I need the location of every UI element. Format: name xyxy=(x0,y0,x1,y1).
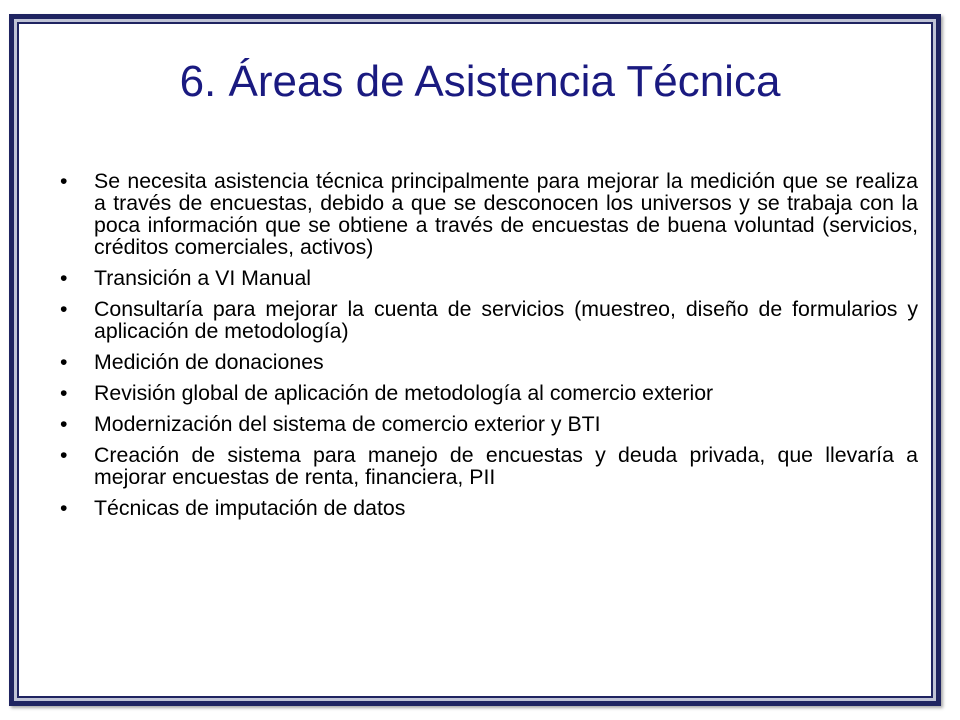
bullet-text: Medición de donaciones xyxy=(94,350,324,374)
bullet-item xyxy=(60,413,918,435)
bullet-item xyxy=(60,382,918,404)
bullet-list xyxy=(60,170,918,528)
bullet-item xyxy=(60,170,918,258)
bullet-item xyxy=(60,497,918,519)
bullet-item xyxy=(60,267,918,289)
bullet-dot-icon: • xyxy=(60,496,68,520)
bullet-text: Creación de sistema para manejo de encuestas y deuda privada, que llevaría a mejorar encuestas de renta, financiera, PII xyxy=(94,443,918,489)
bullet-dot-icon: • xyxy=(60,381,68,405)
bullet-dot-icon: • xyxy=(60,443,68,467)
bullet-text: Transición a VI Manual xyxy=(94,266,312,290)
bullet-text: Revisión global de aplicación de metodología al comercio exterior xyxy=(94,381,714,405)
bullet-dot-icon: • xyxy=(60,412,68,436)
bullet-text: Se necesita asistencia técnica principalmente para mejorar la medición que se realiza a través de encuestas, debido a que se desconocen los universos y se trabaja con la poca información que se obtiene a través de encuestas de buena voluntad (servicios, créditos comerciales, activos) xyxy=(94,169,918,259)
bullet-dot-icon: • xyxy=(60,169,68,193)
bullet-dot-icon: • xyxy=(60,266,68,290)
bullet-dot-icon: • xyxy=(60,350,68,374)
bullet-dot-icon: • xyxy=(60,297,68,321)
bullet-text: Técnicas de imputación de datos xyxy=(94,496,406,520)
bullet-text: Consultaría para mejorar la cuenta de servicios (muestreo, diseño de formularios y aplicación de metodología) xyxy=(94,297,918,343)
slide-title: 6. Áreas de Asistencia Técnica xyxy=(179,57,781,106)
bullet-text: Modernización del sistema de comercio exterior y BTI xyxy=(94,412,601,436)
bullet-item xyxy=(60,298,918,342)
bullet-item xyxy=(60,351,918,373)
bullet-item xyxy=(60,444,918,488)
